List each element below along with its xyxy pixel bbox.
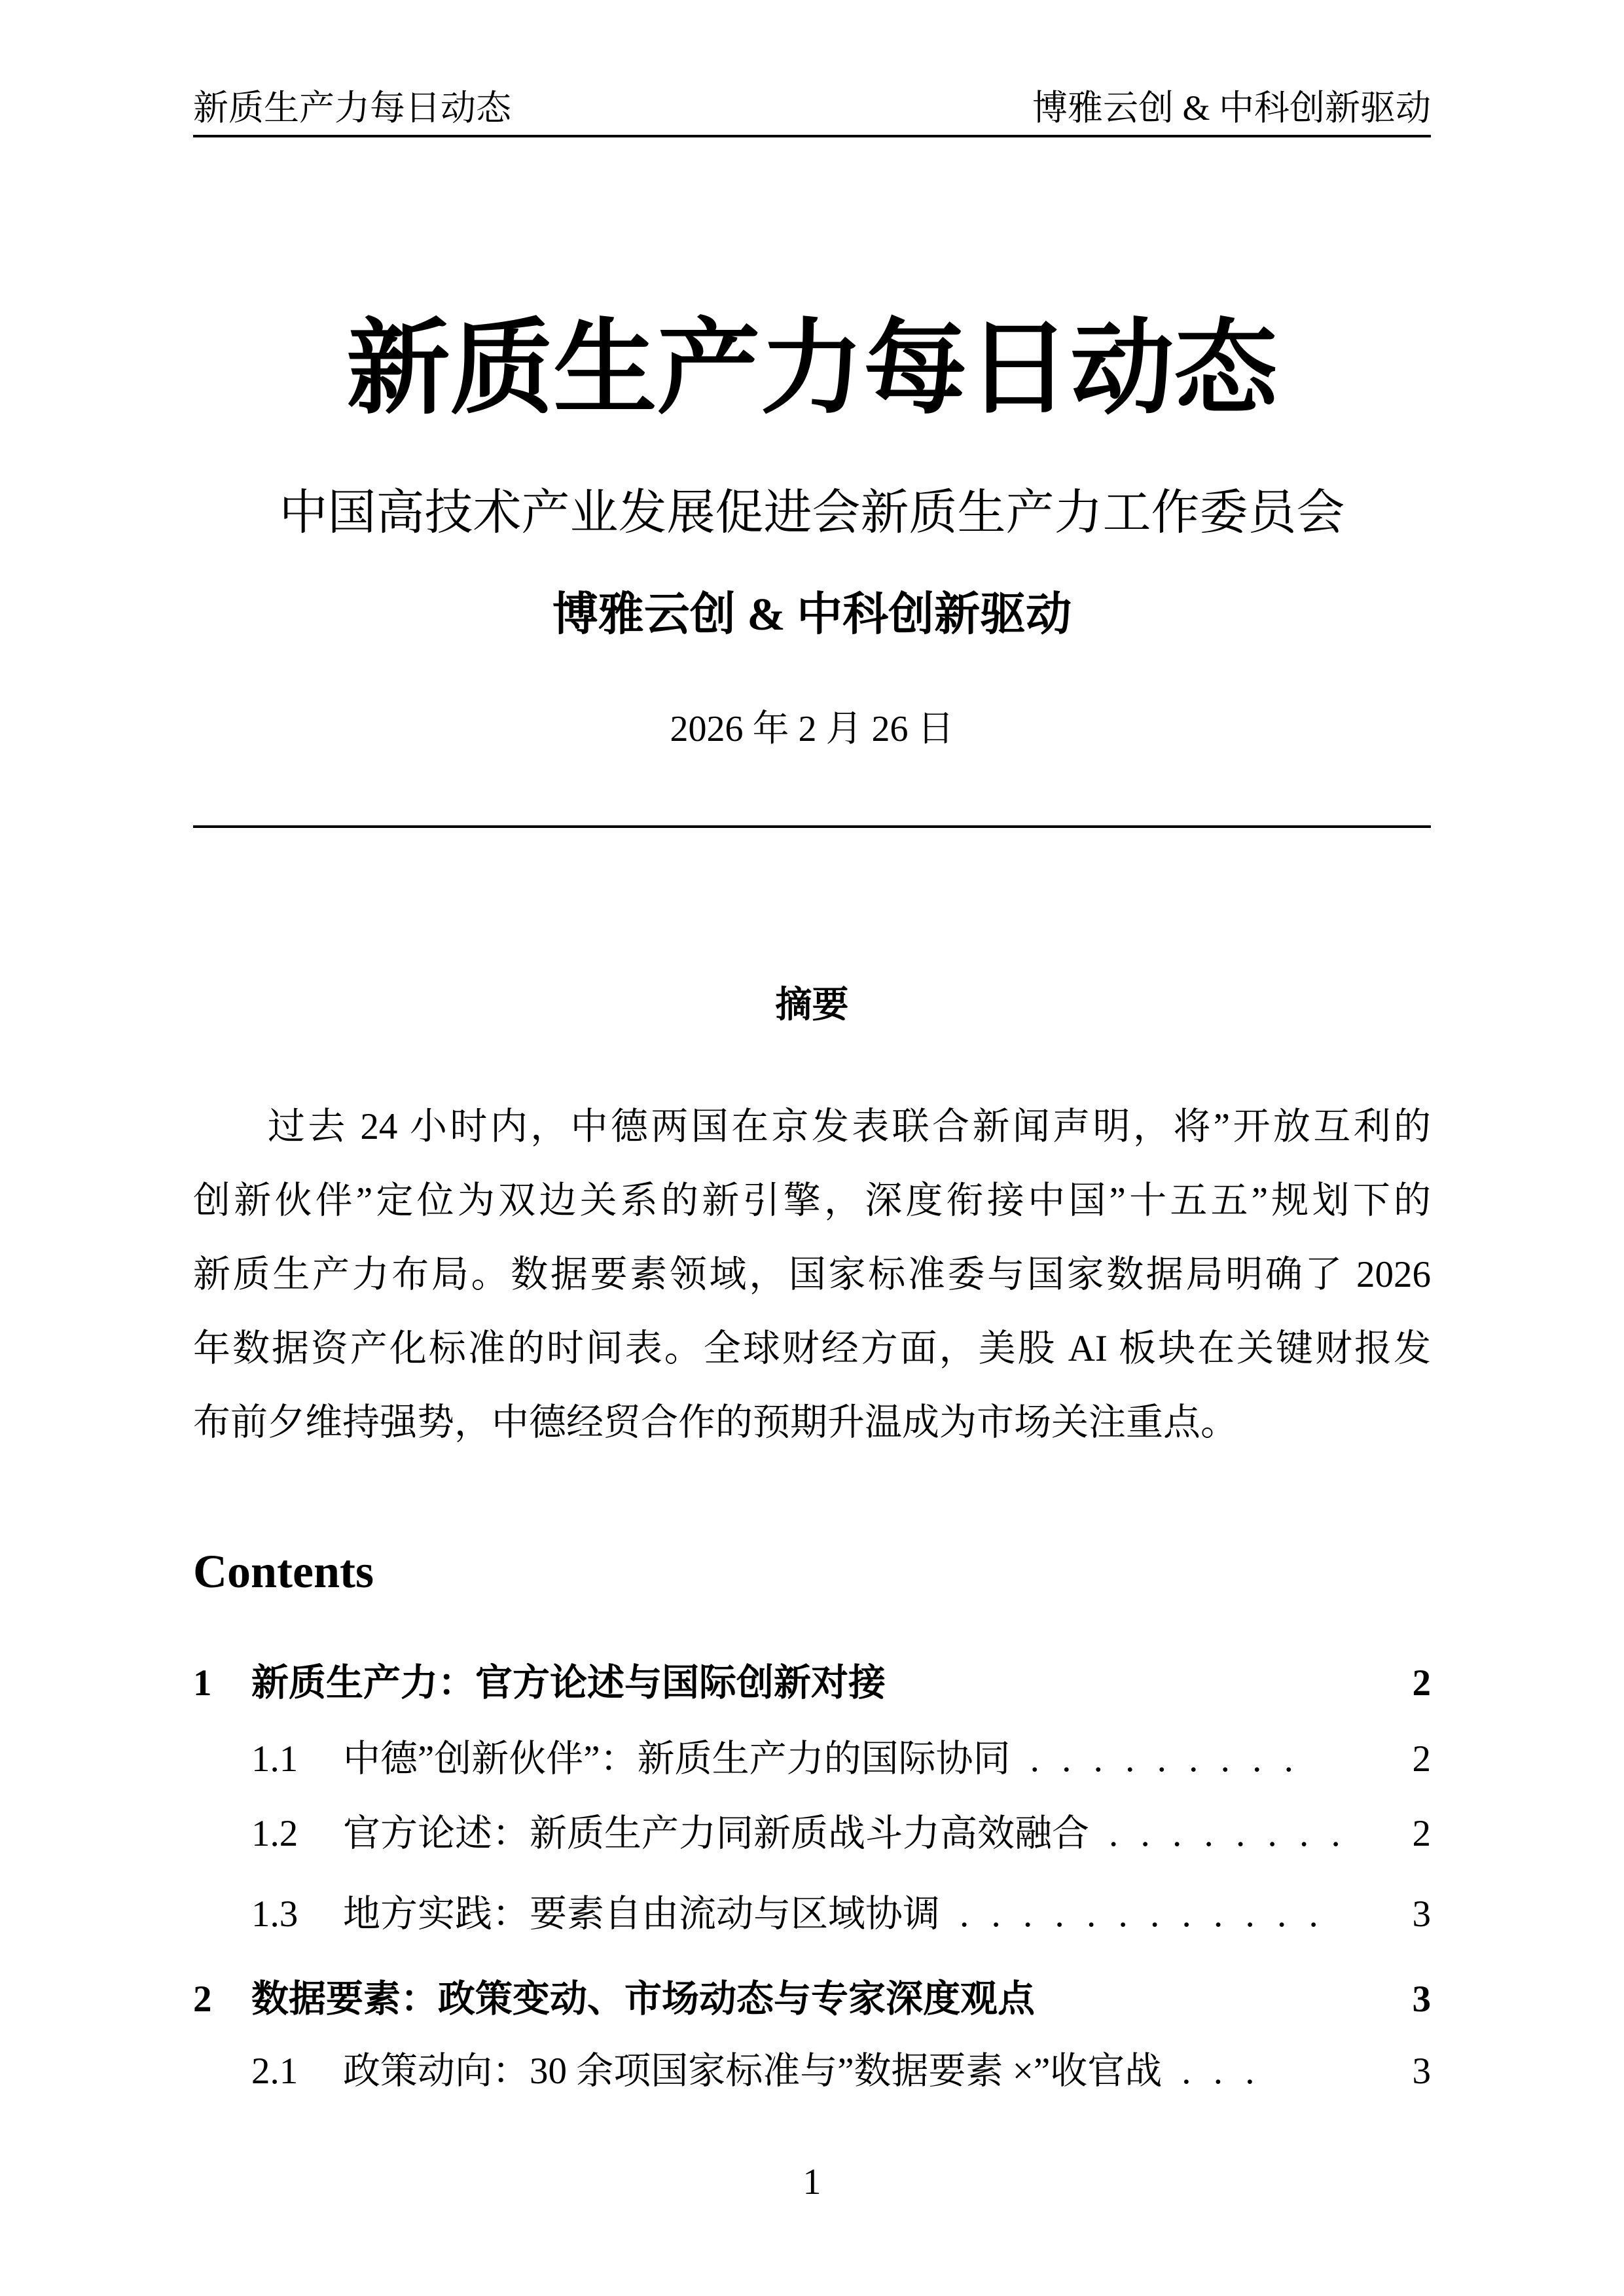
- header-rule: [193, 135, 1431, 137]
- toc-entry-title: 官方论述：新质生产力同新质战斗力高效融合: [343, 1813, 1089, 1854]
- abstract-heading: 摘要: [775, 985, 849, 1026]
- abstract-line: 过去 24 小时内，中德两国在京发表联合新闻声明，将”开放互利的: [268, 1106, 1431, 1147]
- footer-page-number: 1: [803, 2162, 821, 2202]
- toc-entry-page: 3: [1412, 1893, 1431, 1935]
- toc-entry-section-1: [193, 1661, 1431, 1706]
- document-date: 2026 年 2 月 26 日: [670, 709, 954, 749]
- toc-entry-page: 3: [1412, 1979, 1431, 2020]
- toc-entry-page: 2: [1412, 1738, 1431, 1780]
- contents-heading: Contents: [193, 1545, 374, 1598]
- toc-entry-number: 1: [193, 1662, 212, 1704]
- toc-entry-number: 1.1: [251, 1738, 298, 1780]
- toc-entry-page: 2: [1412, 1662, 1431, 1704]
- toc-entry-section-1-3: [193, 1892, 1431, 1937]
- abstract-line: 年数据资产化标准的时间表。全球财经方面，美股 AI 板块在关键财报发: [193, 1328, 1431, 1369]
- toc-dot-leader: . . .: [1182, 2051, 1261, 2092]
- toc-entry-section-1-2: [193, 1812, 1431, 1856]
- toc-entry-page: 3: [1412, 2051, 1431, 2092]
- toc-dot-leader: . . . . . . . . .: [1030, 1738, 1300, 1780]
- abstract-line: 布前夕维持强势，中德经贸合作的预期升温成为市场关注重点。: [193, 1402, 1238, 1443]
- toc-entry-number: 2.1: [251, 2051, 298, 2092]
- header-right-title: 博雅云创 & 中科创新驱动: [1032, 88, 1431, 128]
- toc-entry-number: 1.3: [251, 1893, 298, 1935]
- toc-entry-title: 数据要素：政策变动、市场动态与专家深度观点: [251, 1979, 1035, 2020]
- toc-entry-title: 地方实践：要素自由流动与区域协调: [343, 1893, 940, 1935]
- toc-entry-page: 2: [1412, 1813, 1431, 1854]
- document-authors: 博雅云创 & 中科创新驱动: [552, 590, 1072, 640]
- toc-dot-leader: . . . . . . . . . . . .: [960, 1893, 1325, 1935]
- toc-entry-section-1-1: [193, 1737, 1431, 1782]
- titleblock-rule: [193, 825, 1431, 828]
- abstract-line: 创新伙伴”定位为双边关系的新引擎，深度衔接中国”十五五”规划下的: [193, 1180, 1431, 1221]
- toc-dot-leader: . . . . . . . .: [1109, 1813, 1347, 1854]
- document-organization: 中国高技术产业发展促进会新质生产力工作委员会: [279, 486, 1345, 540]
- toc-entry-title: 政策动向：30 余项国家标准与”数据要素 ×”收官战: [343, 2051, 1163, 2092]
- abstract-line: 新质生产力布局。数据要素领域，国家标准委与国家数据局明确了 2026: [193, 1254, 1431, 1295]
- abstract-body: [193, 1090, 1431, 1460]
- toc-entry-section-2: [193, 1977, 1431, 2022]
- document-title: 新质生产力每日动态: [346, 312, 1278, 427]
- toc-entry-title: 中德”创新伙伴”：新质生产力的国际协同: [343, 1738, 1011, 1780]
- toc-entry-section-2-1: [193, 2049, 1431, 2094]
- toc-entry-number: 1.2: [251, 1813, 298, 1854]
- toc-entry-number: 2: [193, 1979, 212, 2020]
- toc-entry-title: 新质生产力：官方论述与国际创新对接: [251, 1662, 886, 1704]
- header-left-title: 新质生产力每日动态: [193, 88, 511, 128]
